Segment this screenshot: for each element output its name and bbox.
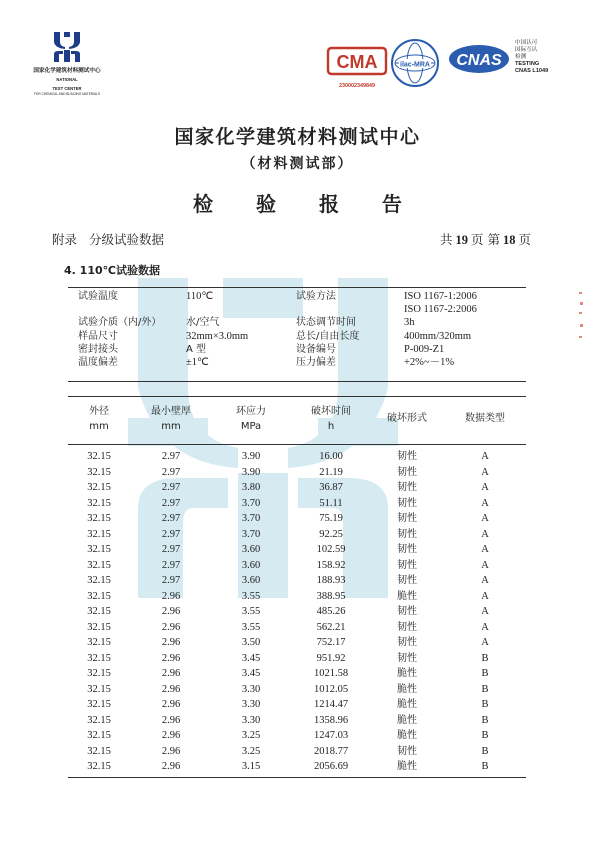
table-row [68,604,526,620]
cell-hoop-stress: 3.90 [241,466,261,478]
page-number [440,230,531,248]
page-total-prefix: 共 [439,232,453,247]
cnas-line-4: TESTING [515,61,540,67]
cell-failure-mode: 韧性 [397,528,417,540]
condition-row [78,356,526,369]
cell-failure-time: 752.17 [316,637,346,648]
cell-failure-mode: 韧性 [397,544,417,555]
cell-failure-time: 562.21 [316,621,346,633]
cell-data-type: B [481,745,489,757]
org-name-en-3: FOR CHEMICAL AND BUILDING MATERIALS [33,92,101,97]
cell-failure-mode: 脆性 [397,668,417,679]
cell-outer-diameter: 32.15 [87,513,111,524]
cell-failure-time: 388.95 [316,590,346,602]
cell-hoop-stress: 3.50 [241,637,261,648]
cell-failure-time: 1012.05 [313,683,349,695]
condition-row [78,330,526,343]
condition-value: ISO 1167-2:2006 [404,304,477,316]
cell-min-wall: 2.96 [161,714,181,726]
cell-data-type: B [481,761,489,772]
org-logo [22,30,112,97]
condition-key [78,303,186,316]
cell-data-type: A [481,513,489,524]
cnas-mark-text: CNAS [456,52,502,69]
col-header-min-wall: 最小壁厚 mm [151,406,191,432]
section-title: 4. 110℃试验数据 [64,264,160,277]
cell-failure-mode: 韧性 [397,466,417,478]
cell-data-type: B [481,730,489,741]
ilac-mark-text: ilac-MRA [400,61,430,69]
cell-failure-time: 75.19 [319,513,343,524]
condition-value: ±1℃ [186,356,209,368]
ilac-mra-logo [390,38,440,88]
cell-data-type: A [481,606,489,617]
cell-data-type: A [481,451,489,462]
table-row [68,682,526,698]
page-title: 国家化学建筑材料测试中心 [174,126,421,148]
cell-min-wall: 2.97 [161,544,181,555]
cell-data-type: A [481,621,489,633]
cell-hoop-stress: 3.30 [241,714,261,726]
cell-outer-diameter: 32.15 [87,637,111,648]
cma-code: 230002349849 [339,83,375,89]
page-current: 18 [502,233,516,247]
cell-min-wall: 2.97 [161,513,181,524]
conditions-bottom-rule [68,381,526,382]
cell-failure-mode: 韧性 [397,497,417,509]
cell-hoop-stress: 3.60 [241,559,261,571]
cell-failure-mode: 韧性 [397,513,417,524]
cell-min-wall: 2.96 [161,637,181,648]
cell-min-wall: 2.96 [161,699,181,710]
condition-key: 状态调节时间 [296,317,356,329]
cell-failure-mode: 韧性 [397,451,417,462]
cell-failure-time: 102.59 [316,544,346,555]
cell-failure-mode: 韧性 [397,575,417,586]
cell-failure-mode: 韧性 [397,621,417,633]
col-header-outer-diameter: 外径 mm [89,406,109,432]
table-row [68,542,526,558]
cell-hoop-stress: 3.45 [241,652,261,664]
col-header-failure-time: 破坏时间 h [311,406,351,432]
table-row [68,496,526,512]
condition-key: 试验温度 [78,291,118,302]
cell-hoop-stress: 3.90 [241,451,261,462]
table-row [68,728,526,744]
cell-hoop-stress: 3.45 [241,668,261,679]
page-total-suffix: 页 [470,232,484,247]
condition-key: 温度偏差 [78,356,118,368]
cell-failure-time: 1214.47 [313,699,349,710]
condition-row [78,290,526,303]
cell-failure-time: 1247.03 [313,730,349,741]
cell-failure-time: 485.26 [316,606,346,617]
cell-failure-time: 1021.58 [313,668,349,679]
condition-value: 32mm×3.0mm [186,330,249,342]
cnas-line-2: 国际互认 [515,47,538,53]
condition-value: +2%~－1% [404,356,455,368]
cell-min-wall: 2.96 [161,621,181,633]
table-row [68,666,526,682]
condition-value: P-009-Z1 [404,343,445,355]
cell-data-type: A [481,590,489,602]
condition-row [78,316,526,329]
annex-label: 附录 [52,232,78,247]
cell-hoop-stress: 3.55 [241,606,261,617]
table-header-rule [68,444,526,445]
cell-outer-diameter: 32.15 [87,497,111,509]
table-body [68,449,526,775]
cell-failure-mode: 韧性 [397,606,417,617]
cell-outer-diameter: 32.15 [87,544,111,555]
page-total: 19 [455,233,468,247]
cell-hoop-stress: 3.30 [241,683,261,695]
cell-outer-diameter: 32.15 [87,621,111,633]
cell-min-wall: 2.97 [161,559,181,571]
cell-min-wall: 2.97 [161,575,181,586]
cell-data-type: A [481,544,489,555]
cell-data-type: A [481,466,489,478]
cell-outer-diameter: 32.15 [87,466,111,478]
table-row [68,759,526,775]
table-row [68,651,526,667]
cma-logo [326,44,388,89]
table-row [68,635,526,651]
cell-data-type: B [481,683,489,695]
org-name-cn: 国家化学建筑材料测试中心 [33,68,101,74]
cell-hoop-stress: 3.70 [241,528,261,540]
cell-failure-mode: 脆性 [397,699,417,710]
cell-hoop-stress: 3.55 [241,590,261,602]
cell-min-wall: 2.97 [161,497,181,509]
condition-key: 试验介质（内/外） [78,317,162,329]
col-header-failure-mode: 破坏形式 [387,413,427,424]
condition-row [78,343,526,356]
cell-failure-mode: 脆性 [397,590,417,602]
table-row [68,465,526,481]
cell-outer-diameter: 32.15 [87,528,111,540]
table-row [68,713,526,729]
org-name-en-1: NATIONAL [56,77,78,82]
cell-outer-diameter: 32.15 [87,590,111,602]
cnas-line-3: 检测 [515,54,527,60]
condition-row [78,303,526,316]
cell-hoop-stress: 3.15 [241,761,261,772]
cell-min-wall: 2.97 [161,466,181,478]
cell-failure-time: 951.92 [316,652,346,664]
cnas-line-5: CNAS L1049 [515,68,549,74]
cell-failure-mode: 韧性 [397,482,417,493]
org-name-en-2: TEST CENTER [52,85,82,91]
condition-value: 110℃ [186,291,214,302]
cell-failure-mode: 脆性 [397,730,417,741]
cell-hoop-stress: 3.60 [241,575,261,586]
table-row [68,511,526,527]
cell-failure-time: 51.11 [319,497,343,509]
cell-min-wall: 2.97 [161,528,181,540]
cnas-logo [448,44,510,74]
cell-outer-diameter: 32.15 [87,652,111,664]
table-row [68,620,526,636]
condition-key: 密封接头 [78,343,118,355]
cell-outer-diameter: 32.15 [87,730,111,741]
cell-min-wall: 2.97 [161,482,181,493]
table-row [68,573,526,589]
cell-failure-mode: 脆性 [397,714,417,726]
condition-key [296,303,404,316]
page-subtitle: （材料测试部） [241,156,354,172]
cell-hoop-stress: 3.80 [241,482,261,493]
cell-data-type: B [481,699,489,710]
cell-outer-diameter: 32.15 [87,575,111,586]
table-row [68,449,526,465]
cell-outer-diameter: 32.15 [87,606,111,617]
stamp-edge-mark [578,290,584,350]
conditions-top-rule [68,287,526,288]
cell-failure-time: 158.92 [316,559,346,571]
table-row [68,589,526,605]
cell-min-wall: 2.96 [161,745,181,757]
table-bottom-rule [68,777,526,778]
cell-hoop-stress: 3.60 [241,544,261,555]
cell-min-wall: 2.96 [161,668,181,679]
nctc-logo-icon [52,30,82,64]
cell-outer-diameter: 32.15 [87,699,111,710]
report-title: 检 验 报 告 [193,192,420,216]
cell-hoop-stress: 3.25 [241,745,261,757]
condition-value: ISO 1167-1:2006 [404,291,477,302]
cell-outer-diameter: 32.15 [87,559,111,571]
cell-failure-mode: 韧性 [397,652,417,664]
cnas-line-1: 中国认可 [515,40,538,46]
cell-min-wall: 2.96 [161,730,181,741]
cell-data-type: A [481,482,489,493]
cell-failure-mode: 脆性 [397,761,417,772]
condition-key: 样品尺寸 [78,330,118,342]
cell-failure-time: 2056.69 [313,761,349,772]
cell-hoop-stress: 3.30 [241,699,261,710]
page-current-prefix: 第 [487,232,500,247]
cell-failure-mode: 脆性 [397,683,417,695]
cell-min-wall: 2.96 [161,683,181,695]
cell-failure-time: 188.93 [316,575,346,586]
condition-value: 水/空气 [186,317,220,329]
cell-outer-diameter: 32.15 [87,761,111,772]
condition-key: 试验方法 [296,291,336,302]
cell-data-type: A [481,637,489,648]
cell-failure-time: 16.00 [319,451,343,462]
cell-data-type: B [481,652,489,664]
cell-data-type: A [481,559,489,571]
cell-hoop-stress: 3.25 [241,730,261,741]
cell-failure-time: 36.87 [319,482,343,493]
cma-mark-icon [326,44,388,78]
cell-data-type: B [481,668,489,679]
condition-key: 总长/自由长度 [296,330,360,342]
cell-hoop-stress: 3.55 [241,621,261,633]
cell-outer-diameter: 32.15 [87,745,111,757]
cell-outer-diameter: 32.15 [87,482,111,493]
test-conditions [78,290,526,369]
cell-min-wall: 2.96 [161,606,181,617]
cell-min-wall: 2.96 [161,761,181,772]
col-header-hoop-stress: 环应力 MPa [236,406,266,432]
condition-value [186,303,296,316]
cell-hoop-stress: 3.70 [241,497,261,509]
cell-data-type: A [481,497,489,509]
annex-heading [52,230,176,248]
condition-value: 400mm/320mm [404,330,472,342]
cell-failure-time: 2018.77 [313,745,349,757]
cell-outer-diameter: 32.15 [87,714,111,726]
page-current-suffix: 页 [518,232,531,247]
cma-mark-text: CMA [336,52,378,72]
cell-min-wall: 2.97 [161,451,181,462]
cell-outer-diameter: 32.15 [87,683,111,695]
cell-outer-diameter: 32.15 [87,451,111,462]
condition-value: 3h [404,317,415,329]
annex-name: 分级试验数据 [89,232,165,247]
col-header-data-type: 数据类型 [465,413,505,424]
cell-hoop-stress: 3.70 [241,513,261,524]
cell-failure-mode: 韧性 [397,559,417,571]
table-row [68,558,526,574]
cell-min-wall: 2.96 [161,652,181,664]
cnas-caption [515,40,548,75]
table-row [68,480,526,496]
condition-key: 压力偏差 [296,356,336,368]
condition-key: 设备编号 [296,343,336,355]
condition-value: A 型 [186,343,207,355]
cell-failure-time: 92.25 [319,528,343,540]
cell-data-type: B [481,714,489,726]
cell-min-wall: 2.96 [161,590,181,602]
table-top-rule [68,396,526,397]
cell-failure-mode: 韧性 [397,637,417,648]
cell-failure-time: 21.19 [319,466,343,478]
cell-outer-diameter: 32.15 [87,668,111,679]
cell-failure-time: 1358.96 [313,714,349,726]
table-row [68,527,526,543]
cell-data-type: A [481,575,489,586]
cell-failure-mode: 韧性 [397,745,417,757]
table-row [68,697,526,713]
cell-data-type: A [481,528,489,540]
table-row [68,744,526,760]
